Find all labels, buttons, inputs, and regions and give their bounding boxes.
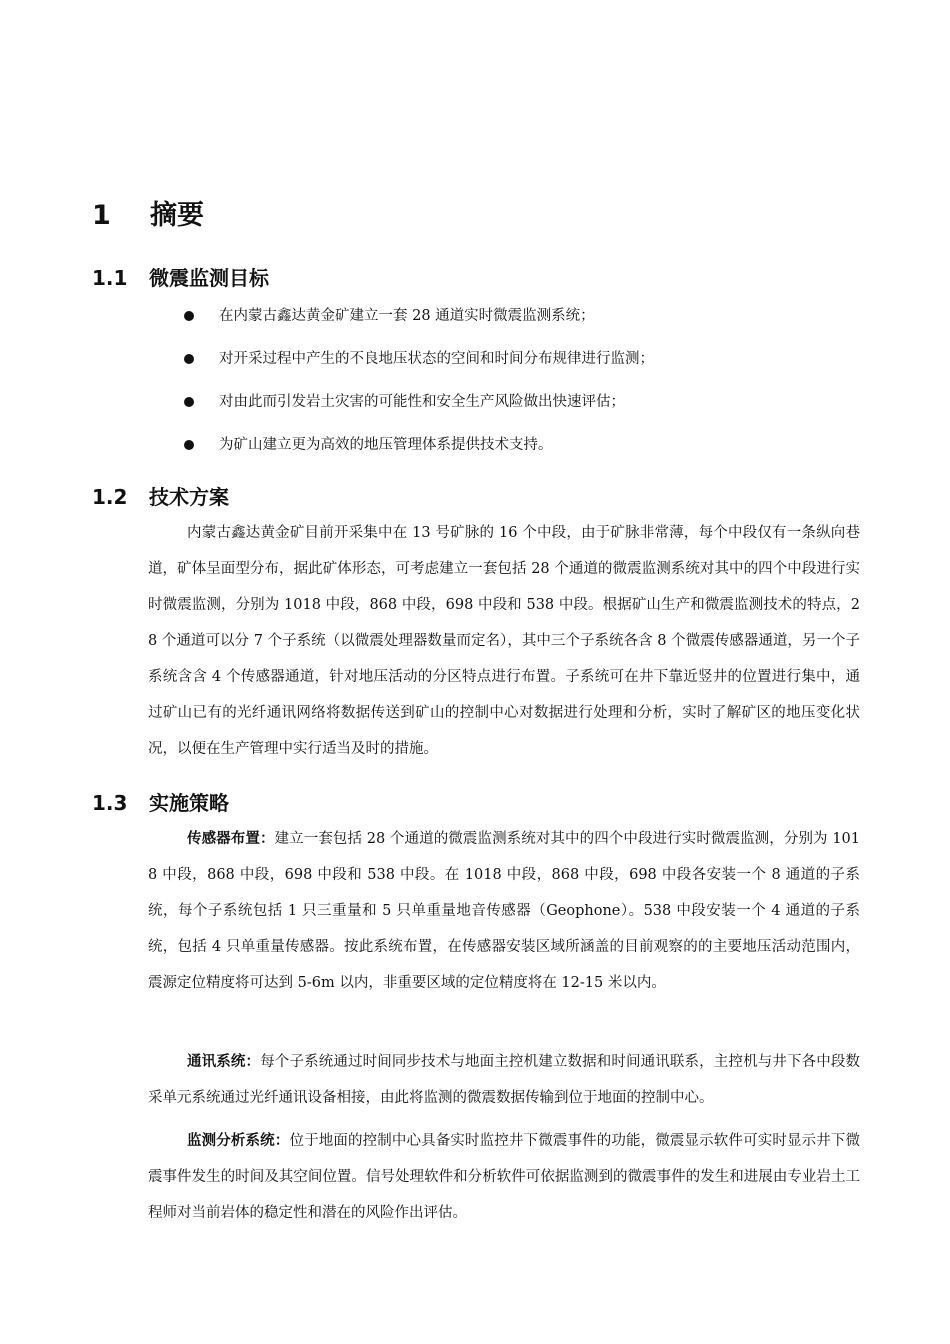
communication-text: 每个子系统通过时间同步技术与地面主控机建立数据和时间通讯联系，主控机与井下各中段数采单元系统通过光纤通讯设备相接，由此将监测的微震数据传输到位于地面的控制中心。 [148, 1054, 861, 1106]
goal-item [184, 347, 654, 371]
communication-paragraph [148, 1044, 860, 1116]
section-title: 实施策略 [149, 791, 229, 815]
tech-plan-paragraph: 内蒙古鑫达黄金矿目前开采集中在 13 号矿脉的 16 个中段，由于矿脉非常薄，每个中段仅有一条纵向巷道，矿体呈面型分布，据此矿体形态，可考虑建立一套包括 28 个通道的微震监测系统对其中的四个中段进行实时微震监测，分别为 1018 中段，868 中段，698 中段和 538 中段。根据矿山生产和微震监测技术的特点，28 个通道可以分 7 个子系统（以微震处理器数量而定名），其中三个子系统各含 8 个微震传感器通道，另一个子系统含含 4 个传感器通道，针对地压活动的分区特点进行布置。子系统可在井下靠近竖井的位置进行集中，通过矿山已有的光纤通讯网络将数据传送到矿山的控制中心对数据进行处理和分析，实时了解矿区的地压变化状况，以便在生产管理中实行适当及时的措施。 [148, 525, 860, 757]
chapter-heading [92, 196, 204, 236]
section-heading-1-1 [92, 263, 269, 293]
goal-text: 对开采过程中产生的不良地压状态的空间和时间分布规律进行监测； [219, 351, 654, 367]
bullet-dot-icon [184, 397, 194, 407]
sensor-layout-text: 建立一套包括 28 个通道的微震监测系统对其中的四个中段进行实时微震监测，分别为 1018 中段，868 中段，698 中段和 538 中段。在 1018 中段，868 中段，698 中段各安装一个 8 通道的子系统，每个子系统包括 1 只三重量和 5 只单重量地音传感器（Geophone）。538 中段安装一个 4 通道的子系统，包括 4 只单重量传感器。按此系统布置，在传感器安装区域所涵盖的目前观察的的主要地压活动范围内，震源定位精度将可达到 5-6m 以内，非重要区域的定位精度将在 12-15 米以内。 [148, 831, 861, 991]
goal-item [184, 304, 595, 328]
goal-text: 对由此而引发岩土灾害的可能性和安全生产风险做出快速评估； [219, 394, 625, 410]
section-title: 技术方案 [149, 485, 229, 509]
communication-label: 通讯系统： [187, 1053, 261, 1070]
bullet-dot-icon [184, 311, 194, 321]
goal-text: 为矿山建立更为高效的地压管理体系提供技术支持。 [219, 437, 553, 453]
goal-item [184, 433, 553, 457]
sensor-layout-label: 传感器布置： [187, 830, 275, 847]
analysis-paragraph [148, 1123, 860, 1231]
section-heading-1-3 [92, 788, 229, 818]
analysis-text: 位于地面的控制中心具备实时监控井下微震事件的功能，微震显示软件可实时显示井下微震事件发生的时间及其空间位置。信号处理软件和分析软件可依据监测到的微震事件的发生和进展由专业岩土工程师对当前岩体的稳定性和潜在的风险作出评估。 [148, 1133, 861, 1221]
analysis-label: 监测分析系统： [187, 1132, 290, 1149]
section-number: 1.1 [92, 266, 128, 290]
bullet-dot-icon [184, 354, 194, 364]
section-number: 1.2 [92, 485, 128, 509]
goal-text: 在内蒙古鑫达黄金矿建立一套 28 通道实时微震监测系统； [219, 308, 595, 324]
chapter-number: 1 [92, 200, 111, 231]
bullet-dot-icon [184, 440, 194, 450]
goal-item [184, 390, 625, 414]
chapter-title: 摘要 [150, 200, 204, 231]
sensor-layout-paragraph [148, 821, 860, 1001]
section-title: 微震监测目标 [149, 266, 269, 290]
section-heading-1-2 [92, 482, 229, 512]
section-number: 1.3 [92, 791, 128, 815]
